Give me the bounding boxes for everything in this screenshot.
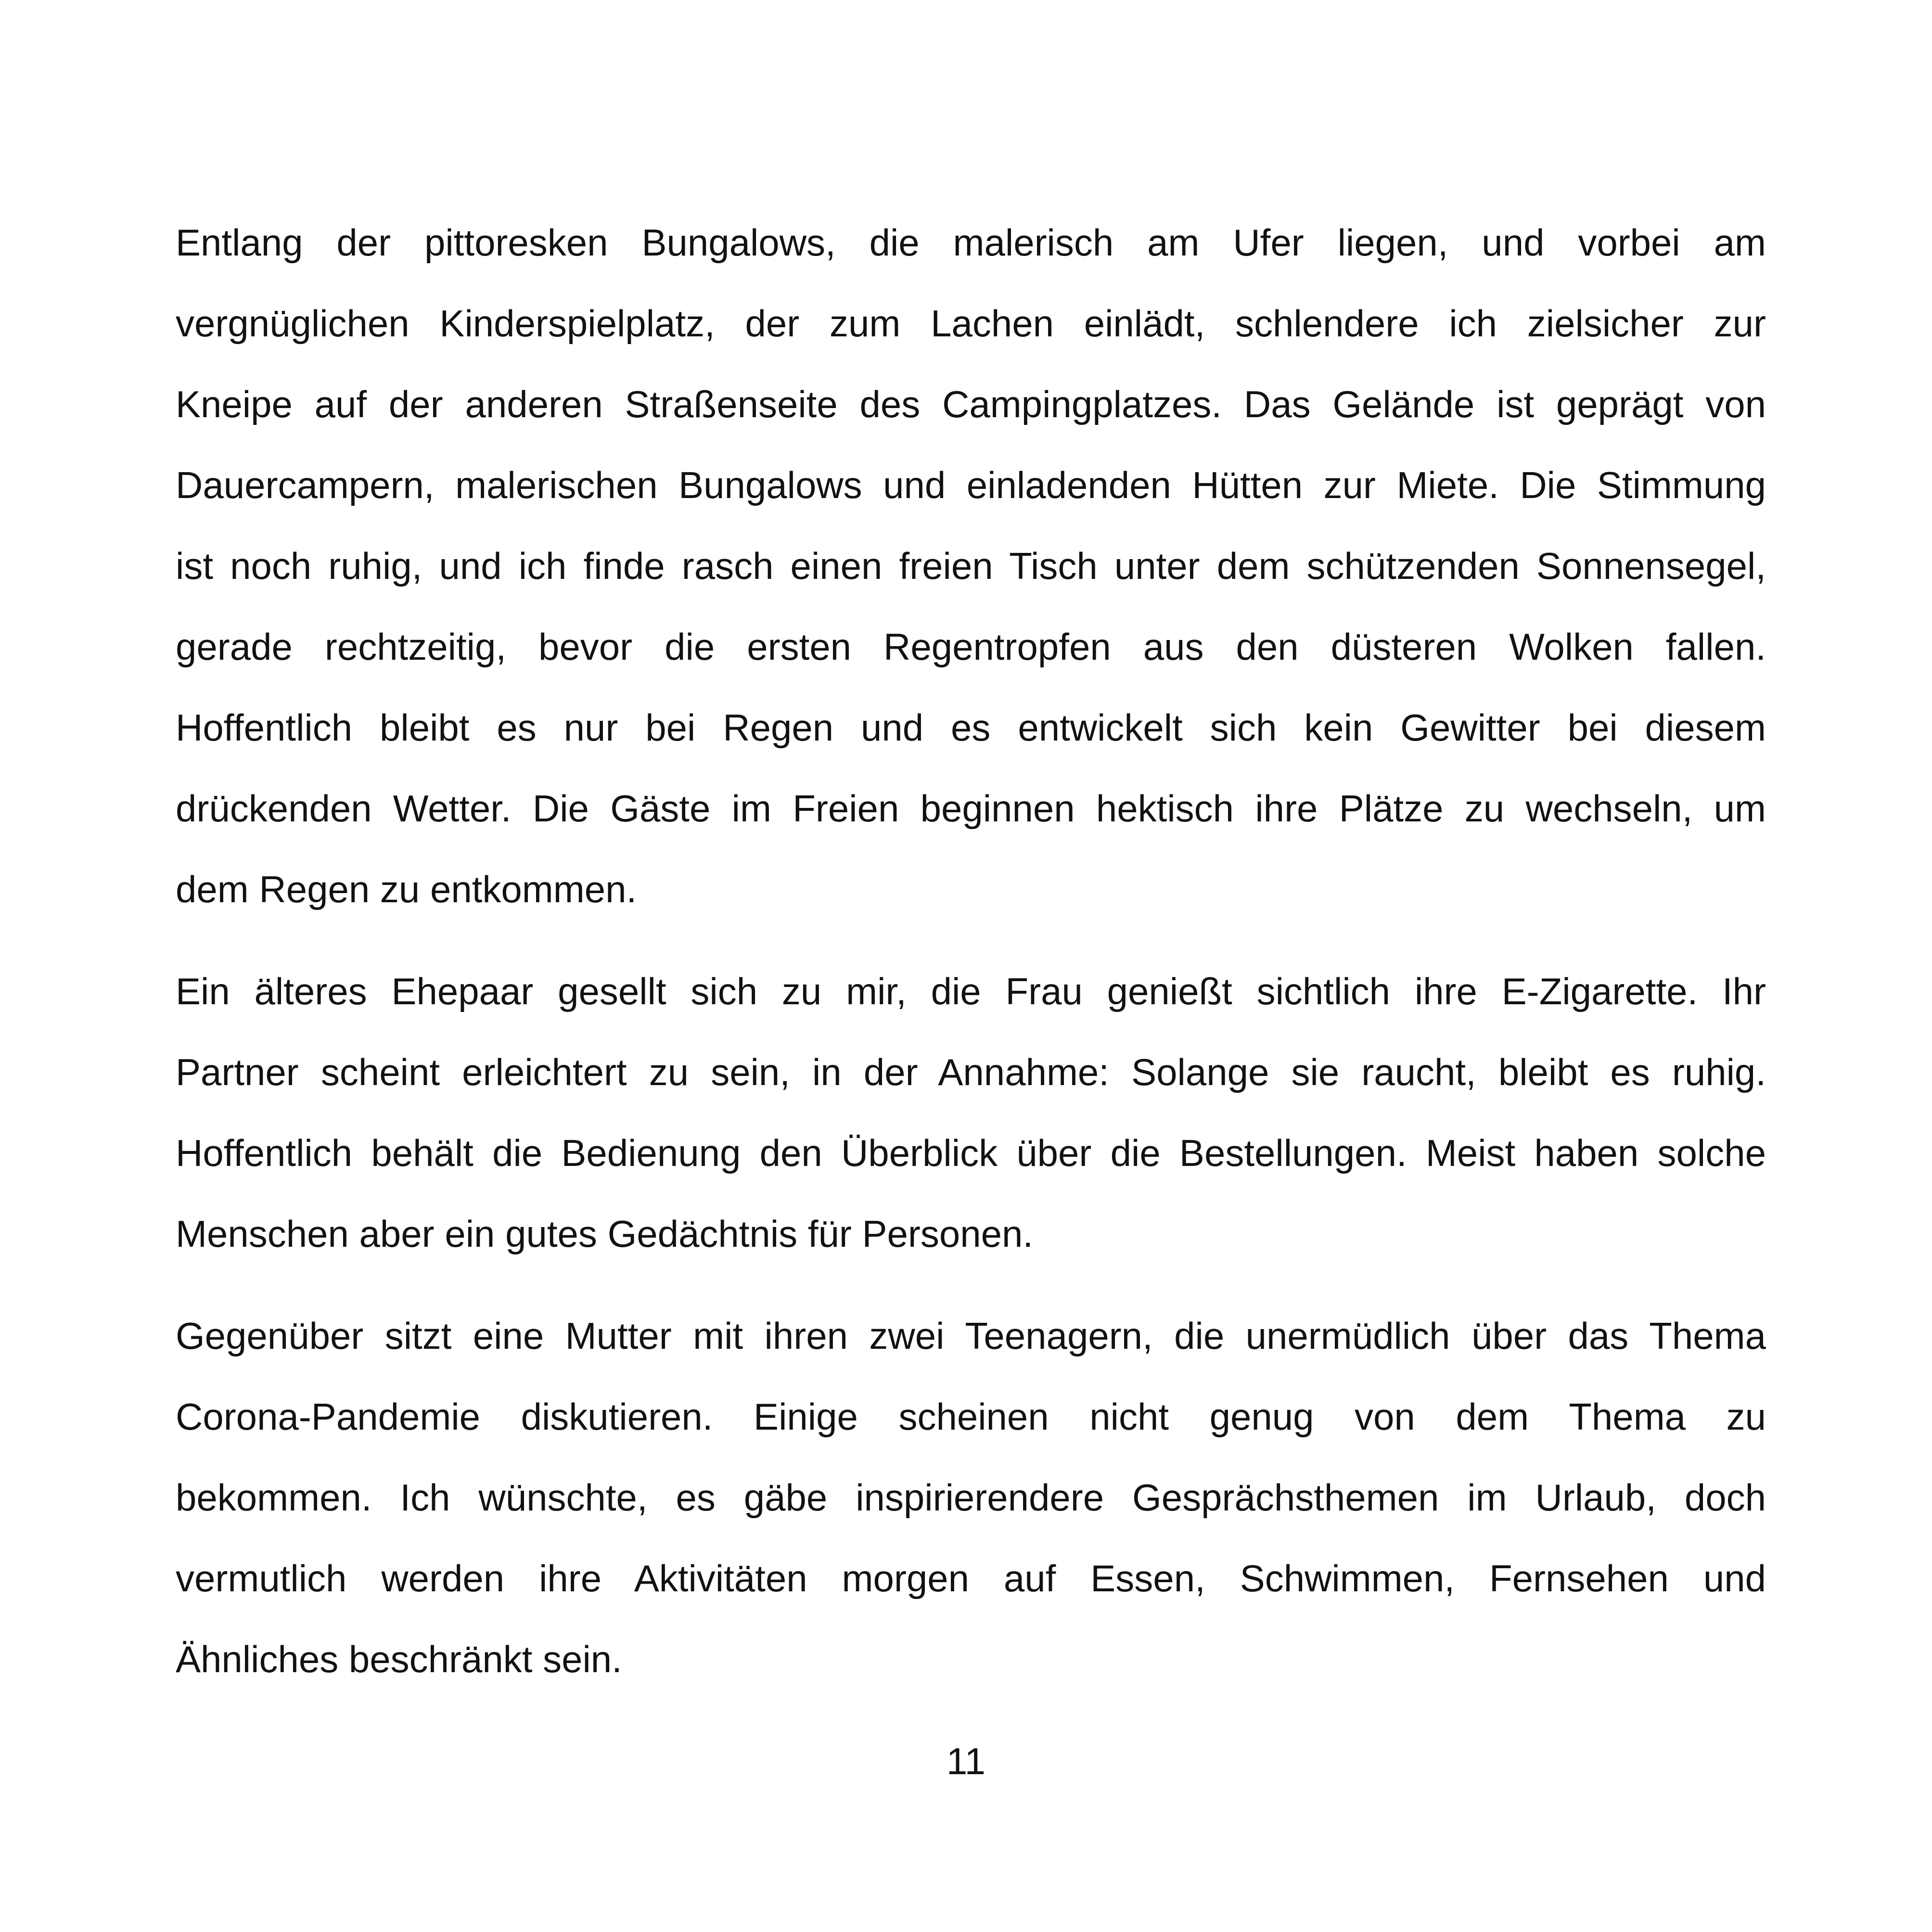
text-line: Ähnliches beschränkt sein. [176,1638,622,1680]
text-line: Menschen aber ein gutes Gedächtnis für Personen. [176,1213,1034,1255]
text-line: Corona-Pandemie diskutieren. Einige scheinen nicht genug von dem Thema zu [176,1395,1766,1438]
text-line: Hoffentlich behält die Bedienung den Überblick über die Bestellungen. Meist haben solche [176,1132,1766,1174]
text-line: Entlang der pittoresken Bungalows, die malerisch am Ufer liegen, und vorbei am [176,221,1766,264]
text-line: dem Regen zu entkommen. [176,868,637,910]
paragraph-spacer [176,930,1766,951]
text-line: Kneipe auf der anderen Straßenseite des Campingplatzes. Das Gelände ist geprägt von [176,383,1766,425]
text-line: gerade rechtzeitig, bevor die ersten Regentropfen aus den düsteren Wolken fallen. [176,626,1766,668]
text-line: Dauercampern, malerischen Bungalows und einladenden Hütten zur Miete. Die Stimmung [176,464,1766,506]
page-number: 11 [947,1740,985,1782]
body-text [176,202,1766,1700]
paragraph-3 [176,1295,1766,1700]
text-line: Ein älteres Ehepaar gesellt sich zu mir, die Frau genießt sichtlich ihre E-Zigarette. Ihr [176,970,1766,1012]
paragraph-spacer [176,1274,1766,1295]
text-line: Hoffentlich bleibt es nur bei Regen und es entwickelt sich kein Gewitter bei diesem [176,706,1766,749]
text-line: drückenden Wetter. Die Gäste im Freien beginnen hektisch ihre Plätze zu wechseln, um [176,787,1766,830]
text-line: ist noch ruhig, und ich finde rasch einen freien Tisch unter dem schützenden Sonnensegel, [176,545,1766,587]
text-line: Partner scheint erleichtert zu sein, in der Annahme: Solange sie raucht, bleibt es ruhig. [176,1051,1766,1093]
text-line: bekommen. Ich wünschte, es gäbe inspirierendere Gesprächsthemen im Urlaub, doch [176,1476,1766,1519]
text-line: vergnüglichen Kinderspielplatz, der zum Lachen einlädt, schlendere ich zielsicher zur [176,302,1766,345]
paragraph-2 [176,951,1766,1274]
text-line: Gegenüber sitzt eine Mutter mit ihren zwei Teenagern, die unermüdlich über das Thema [176,1315,1766,1357]
text-line: vermutlich werden ihre Aktivitäten morgen auf Essen, Schwimmen, Fernsehen und [176,1557,1766,1599]
paragraph-1 [176,202,1766,930]
